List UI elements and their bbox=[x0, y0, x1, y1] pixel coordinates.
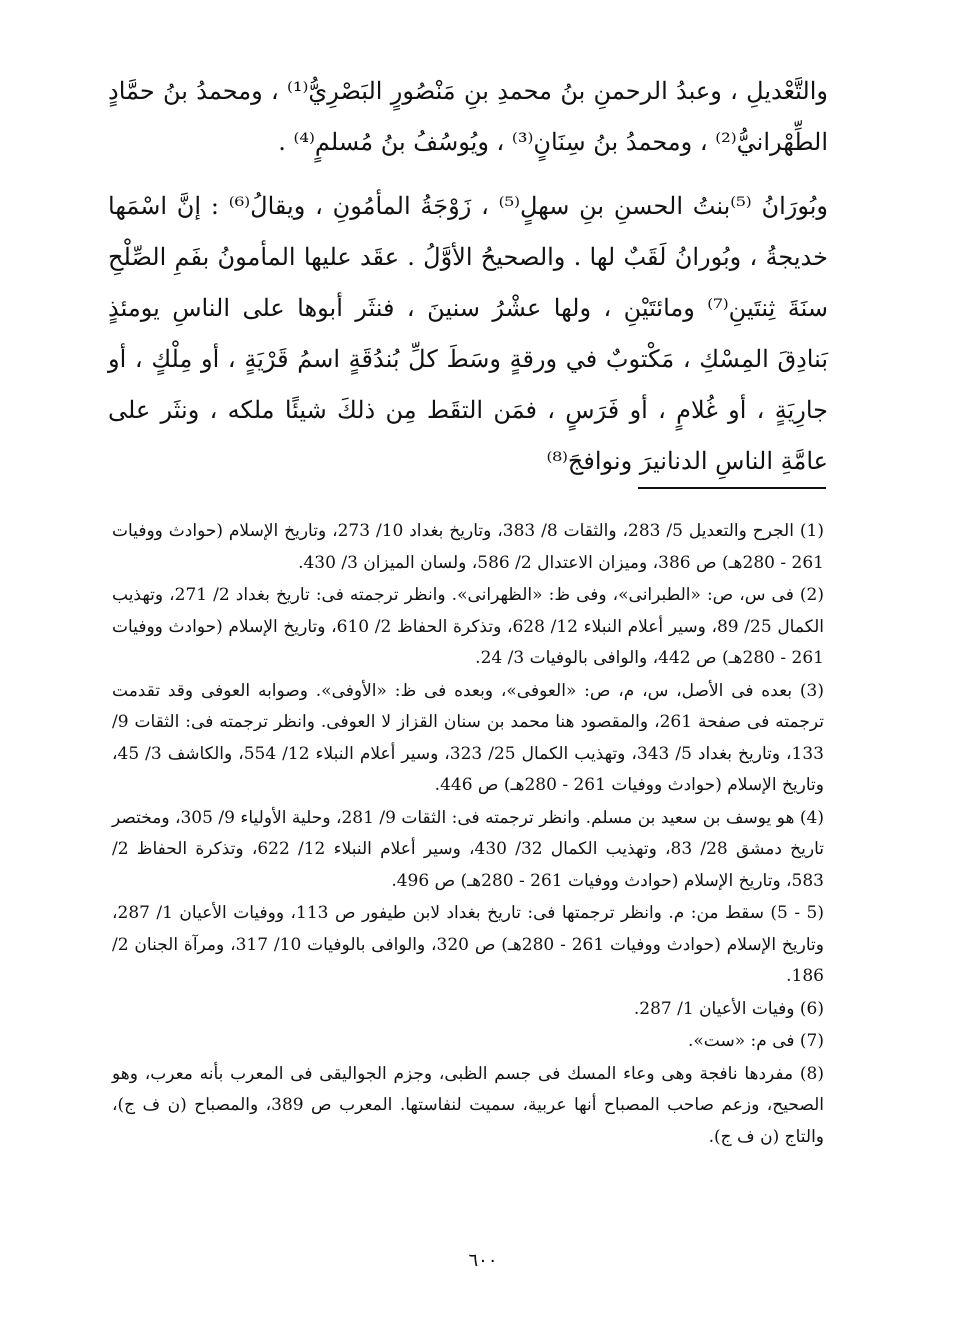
footnote-2: (2) فى س، ص: «الطبرانى»، وفى ظ: «الظهرانى». وانظر ترجمته فى: تاريخ بغداد 2/ 271، وتهذيب الكمال 25/ 89، وسير أعلام النبلاء 12/ 628، وتذكرة الحفاظ 2/ 610، وتاريخ الإسلام (حوادث ووفيات 261 - 280هـ) ص 442، والوافى بالوفيات 3/ 24. bbox=[112, 585, 824, 668]
footnote-3: (3) بعده فى الأصل، س، م، ص: «العوفى»، وبعده فى ظ: «الأوفى». وصوابه العوفى وقد تقدمت ترجمته فى صفحة 261، والمقصود هنا محمد بن سنان القزاز لا العوفى. وانظر ترجمته فى: الثقات 9/ 133، وتاريخ بغداد 5/ 343، وتهذيب الكمال 25/ 323، وسير أعلام النبلاء 12/ 554، والكاشف 3/ 45، وتاريخ الإسلام (حوادث ووفيات 261 - 280هـ) ص 446. bbox=[112, 680, 824, 795]
footnote-7: (7) فى م: «ست». bbox=[687, 1031, 824, 1051]
footnote-6: (6) وفيات الأعيان 1/ 287. bbox=[633, 998, 824, 1019]
footnotes bbox=[112, 516, 824, 1154]
footnote-divider bbox=[638, 487, 826, 489]
footnote-5: (5 - 5) سقط من: م. وانظر ترجمتها فى: تاريخ بغداد لابن طيفور ص 113، ووفيات الأعيان 1/ 287، وتاريخ الإسلام (حوادث ووفيات 261 - 280هـ) ص 320، والوافى بالوفيات 10/ 317، ومرآة الجنان 2/ 186. bbox=[112, 903, 824, 986]
main-paragraph-2: وبُورَانُ ⁽⁵⁾بنتُ الحسنِ بنِ سهلٍ⁽⁵⁾ ، زَوْجَةُ المأمُونِ ، ويقالُ⁽⁶⁾ : إنَّ اسْمَها خديجةُ ، وبُورانُ لَقَبٌ لها . والصحيحُ الأوَّلُ . عقَد عليها المأمونُ بفَمِ الصِّلْحِ سنَةَ ثِنتَينِ⁽⁷⁾ ومائتَيْنِ ، ولها عشْرُ سنينَ ، فنثَر أبوها على الناسِ يومئذٍ بَنادِقَ المِسْكِ ، مَكْتوبٌ في ورقةٍ وسَطَ كلِّ بُندُقَةٍ اسمُ قَرْيَةٍ ، أو مِلْكٍ ، أو جارِيَةٍ ، أو غُلامٍ ، أو فَرَسٍ ، فمَن التقَط مِن ذلكَ شيئًا ملكه ، ونثَر على عامَّةِ الناسِ الدنانيرَ ونوافجَ⁽⁸⁾ bbox=[108, 192, 828, 475]
page-number: ٦٠٠ bbox=[468, 1250, 498, 1271]
footnote-4: (4) هو يوسف بن سعيد بن مسلم. وانظر ترجمته فى: الثقات 9/ 281، وحلية الأولياء 9/ 305، ومختصر تاريخ دمشق 28/ 83، وتهذيب الكمال 32/ 430، وسير أعلام النبلاء 12/ 622، وتذكرة الحفاظ 2/ 583، وتاريخ الإسلام (حوادث ووفيات 261 - 280هـ) ص 496. bbox=[112, 807, 825, 891]
footnote-1: (1) الجرح والتعديل 5/ 283، والثقات 8/ 383، وتاريخ بغداد 10/ 273، وتاريخ الإسلام (حوادث ووفيات 261 - 280هـ) ص 386، وميزان الاعتدال 2/ 586، ولسان الميزان 3/ 430. bbox=[112, 521, 824, 573]
main-paragraph-1: والتَّعْديلِ ، وعبدُ الرحمنِ بنُ محمدِ بنِ مَنْصُورٍ البَصْرِيُّ⁽¹⁾ ، ومحمدُ بنُ حمَّادٍ الطِّهْرانيُّ⁽²⁾ ، ومحمدُ بنُ سِنَانٍ⁽³⁾ ، ويُوسُفُ بنُ مُسلمٍ⁽⁴⁾ . bbox=[108, 77, 828, 156]
main-text bbox=[108, 66, 828, 487]
footnote-8: (8) مفردها نافجة وهى وعاء المسك فى جسم الظبى، وجزم الجواليقى فى المعرب بأنه معرب، وهو الصحيح، وزعم صاحب المصباح أنها عربية، سميت لنفاستها. المعرب ص 389، والمصباح (ن ف ج)، والتاج (ن ف ج). bbox=[112, 1063, 824, 1147]
